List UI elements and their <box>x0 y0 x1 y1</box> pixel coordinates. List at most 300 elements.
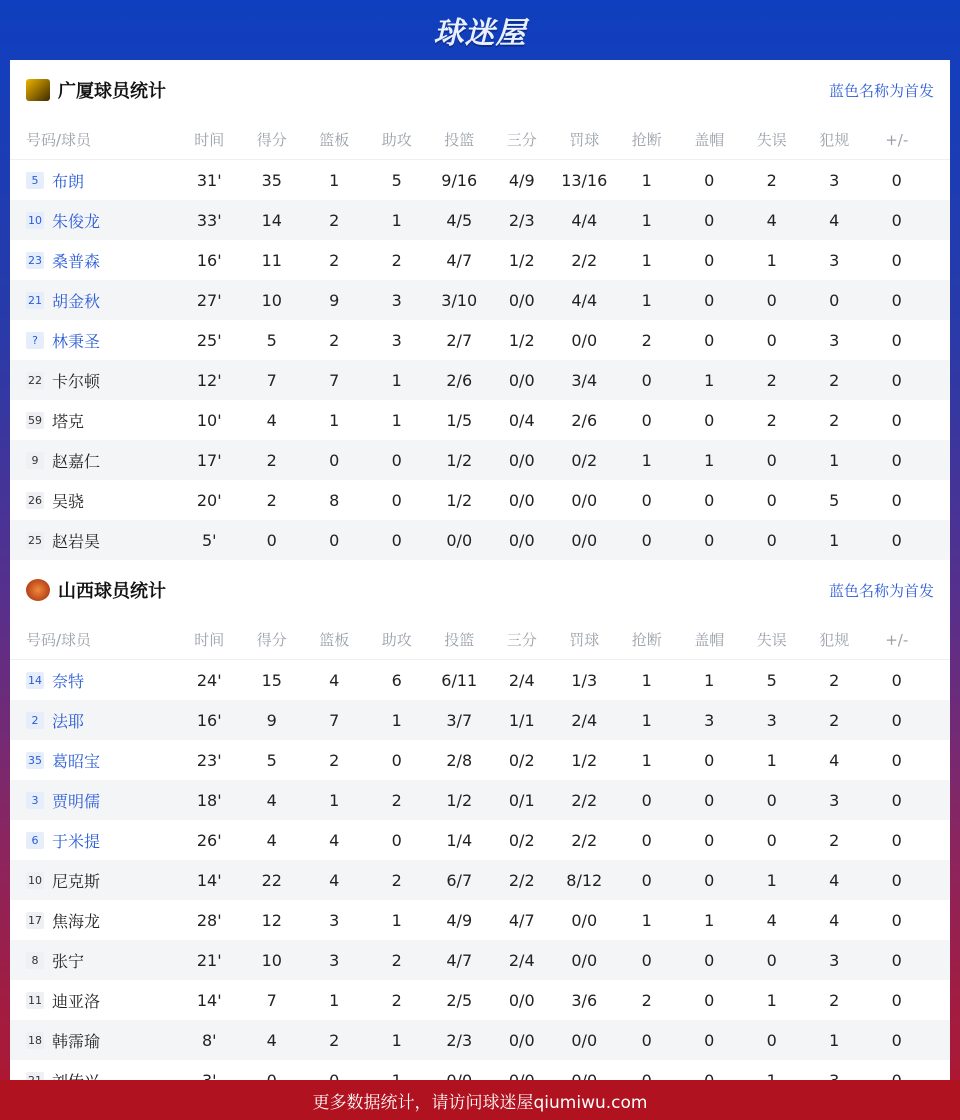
stat-cell: 0 <box>891 530 902 550</box>
jersey-number: 23 <box>28 253 42 267</box>
stat-cell: 3 <box>329 950 340 970</box>
stat-cell: 0 <box>391 530 402 550</box>
player-name[interactable]: 塔克 <box>52 411 85 431</box>
stat-cell: 33' <box>196 210 222 230</box>
column-header: +/- <box>885 130 909 149</box>
stat-cell: 1/5 <box>446 410 473 430</box>
player-row[interactable] <box>10 400 950 440</box>
stat-cell: 0 <box>704 790 715 810</box>
stat-cell: 2 <box>391 790 402 810</box>
stat-cell: 7 <box>329 370 340 390</box>
player-name[interactable]: 卡尔顿 <box>52 371 101 391</box>
stat-cell: 0 <box>704 990 715 1010</box>
stat-cell: 12' <box>196 370 222 390</box>
stat-cell: 0/0 <box>508 490 535 510</box>
stat-cell: 0 <box>641 830 652 850</box>
stat-cell: 4/7 <box>508 910 535 930</box>
stat-cell: 3 <box>829 250 840 270</box>
player-name[interactable]: 于米提 <box>52 831 101 851</box>
stat-cell: 11 <box>261 250 282 270</box>
stat-cell: 0/0 <box>571 330 598 350</box>
player-cell <box>10 709 178 732</box>
column-header: 投篮 <box>444 131 475 149</box>
stat-cell: 8/12 <box>566 870 603 890</box>
column-header: 助攻 <box>381 131 412 149</box>
column-header: 抢断 <box>631 631 662 649</box>
stat-cell: 5 <box>829 490 840 510</box>
column-header: 盖帽 <box>694 631 725 649</box>
column-header: 篮板 <box>319 131 350 149</box>
stat-cell: 0/0 <box>508 530 535 550</box>
jersey-number: 59 <box>28 413 42 427</box>
player-row[interactable] <box>10 1020 950 1060</box>
stat-cell: 5 <box>266 750 277 770</box>
stat-cell: 8 <box>329 490 340 510</box>
stat-cell: 21' <box>196 950 222 970</box>
stat-cell: 10' <box>196 410 222 430</box>
stat-cell: 1/3 <box>571 670 598 690</box>
starter-note: 蓝色名称为首发 <box>828 581 934 600</box>
stat-cell: 4/7 <box>446 250 473 270</box>
team-title <box>26 77 166 103</box>
jersey-number: 26 <box>28 493 42 507</box>
stat-cell: 1 <box>329 990 340 1010</box>
stat-cell: 1 <box>766 990 777 1010</box>
jersey-number: 3 <box>26 792 44 809</box>
stat-cell: 5' <box>201 530 217 550</box>
stat-cell: 2/2 <box>508 870 535 890</box>
stat-cell: 0 <box>641 370 652 390</box>
column-header: 号码/球员 <box>26 131 92 149</box>
stat-cell: 4 <box>829 750 840 770</box>
player-name[interactable]: 吴骁 <box>52 491 85 511</box>
player-name[interactable]: 赵嘉仁 <box>52 451 101 471</box>
stat-cell: 2 <box>329 210 340 230</box>
stat-cell: 1 <box>704 370 715 390</box>
stat-cell: 0 <box>704 870 715 890</box>
stat-cell: 0 <box>641 490 652 510</box>
stat-cell: 2 <box>829 410 840 430</box>
stat-cell: 0 <box>766 830 777 850</box>
stat-cell: 4/7 <box>446 950 473 970</box>
stat-cell: 2/4 <box>508 670 535 690</box>
player-cell <box>10 169 178 192</box>
player-cell <box>10 489 178 512</box>
column-header: 三分 <box>506 131 537 149</box>
stat-cell: 3/4 <box>571 370 598 390</box>
site-logo: 球迷屋 <box>433 16 527 51</box>
column-header: 失误 <box>756 131 787 149</box>
stat-cell: 2/6 <box>571 410 598 430</box>
stat-cell: 0 <box>704 750 715 770</box>
stat-cell: 26' <box>196 830 222 850</box>
player-name[interactable]: 桑普森 <box>52 251 101 271</box>
stat-cell: 12 <box>261 910 282 930</box>
player-name[interactable]: 法耶 <box>52 711 85 731</box>
stat-cell: 0 <box>829 290 840 310</box>
player-cell <box>10 949 178 972</box>
stat-cell: 7 <box>329 710 340 730</box>
stat-cell: 0 <box>891 1030 902 1050</box>
stat-cell: 2 <box>391 250 402 270</box>
player-row[interactable] <box>10 900 950 940</box>
stat-cell: 1 <box>391 370 402 390</box>
stat-cell: 3 <box>329 910 340 930</box>
stat-cell: 0 <box>891 830 902 850</box>
player-row[interactable] <box>10 440 950 480</box>
jersey-number: 5 <box>26 172 44 189</box>
stat-cell: 0 <box>266 530 277 550</box>
player-cell <box>10 909 178 932</box>
stat-cell: 0 <box>766 450 777 470</box>
stat-cell: 8' <box>201 1030 217 1050</box>
stat-cell: 4/5 <box>446 210 473 230</box>
jersey-number: 9 <box>26 452 44 469</box>
stat-cell: 2/2 <box>571 790 598 810</box>
player-row[interactable] <box>10 160 950 200</box>
player-row[interactable] <box>10 480 950 520</box>
column-header: 三分 <box>506 631 537 649</box>
stat-cell: 6/7 <box>446 870 473 890</box>
stat-cell: 24' <box>196 670 222 690</box>
stat-cell: 1 <box>766 870 777 890</box>
player-name[interactable]: 布朗 <box>52 171 85 191</box>
stat-cell: 2 <box>391 870 402 890</box>
player-cell <box>10 529 178 552</box>
player-cell <box>10 829 178 852</box>
player-name[interactable]: 焦海龙 <box>52 911 101 931</box>
jersey-number: 8 <box>26 952 44 969</box>
stat-cell: 3 <box>704 710 715 730</box>
stat-cell: 3 <box>829 330 840 350</box>
stat-cell: 1 <box>766 250 777 270</box>
stat-cell: 2/6 <box>446 370 473 390</box>
stat-cell: 27' <box>196 290 222 310</box>
jersey-number: 6 <box>26 832 44 849</box>
stat-cell: 0 <box>641 950 652 970</box>
stat-cell: 0 <box>891 710 902 730</box>
player-row[interactable] <box>10 660 950 700</box>
stat-cell: 1/1 <box>508 710 535 730</box>
stat-cell: 35 <box>261 170 282 190</box>
stat-cell: 0 <box>329 450 340 470</box>
player-cell <box>10 989 178 1012</box>
stat-cell: 2 <box>329 750 340 770</box>
column-header: 投篮 <box>444 631 475 649</box>
stat-cell: 2/3 <box>446 1030 473 1050</box>
stat-cell: 1 <box>704 910 715 930</box>
stat-cell: 0/1 <box>508 790 535 810</box>
stat-cell: 2 <box>766 170 777 190</box>
stat-cell: 0 <box>766 530 777 550</box>
stat-cell: 4 <box>329 830 340 850</box>
player-row[interactable] <box>10 980 950 1020</box>
player-cell <box>10 869 178 892</box>
stat-cell: 1 <box>641 210 652 230</box>
stat-cell: 0 <box>891 790 902 810</box>
column-header: 得分 <box>256 631 287 649</box>
stat-cell: 1/2 <box>446 450 473 470</box>
stat-cell: 4 <box>329 670 340 690</box>
stat-cell: 0 <box>766 790 777 810</box>
column-header: 抢断 <box>631 131 662 149</box>
player-name[interactable]: 尼克斯 <box>52 871 101 891</box>
stat-cell: 1 <box>766 750 777 770</box>
stat-cell: 4/9 <box>446 910 473 930</box>
stat-cell: 0 <box>891 330 902 350</box>
stat-cell: 0/0 <box>571 950 598 970</box>
stat-cell: 1 <box>391 1030 402 1050</box>
player-name[interactable]: 奈特 <box>52 671 85 691</box>
stat-cell: 2 <box>329 250 340 270</box>
stat-cell: 0 <box>391 830 402 850</box>
stat-cell: 7 <box>266 370 277 390</box>
player-name[interactable]: 迪亚洛 <box>52 991 101 1011</box>
stat-cell: 0 <box>391 490 402 510</box>
stat-cell: 1 <box>329 170 340 190</box>
stat-cell: 0 <box>704 250 715 270</box>
stat-cell: 1 <box>391 910 402 930</box>
stat-cell: 0 <box>641 790 652 810</box>
player-name[interactable]: 张宁 <box>52 951 85 971</box>
stat-cell: 1 <box>641 710 652 730</box>
player-cell <box>10 449 178 472</box>
stat-cell: 23' <box>196 750 222 770</box>
stats-card <box>10 60 950 1080</box>
stat-cell: 0 <box>391 450 402 470</box>
stat-cell: 0/2 <box>508 830 535 850</box>
stat-cell: 0/0 <box>508 290 535 310</box>
stat-cell: 1 <box>641 170 652 190</box>
stat-cell: 2/7 <box>446 330 473 350</box>
player-row[interactable] <box>10 520 950 560</box>
stat-cell: 0/0 <box>446 530 473 550</box>
stat-cell: 2 <box>391 950 402 970</box>
column-header: 得分 <box>256 131 287 149</box>
stat-cell: 2/5 <box>446 990 473 1010</box>
stat-cell: 0 <box>766 950 777 970</box>
team-name: 山西球员统计 <box>58 581 166 602</box>
player-name[interactable]: 朱俊龙 <box>52 211 101 231</box>
stat-cell: 5 <box>391 170 402 190</box>
player-row[interactable] <box>10 200 950 240</box>
stat-cell: 20' <box>196 490 222 510</box>
stat-cell: 4/4 <box>571 290 598 310</box>
player-cell <box>10 249 178 272</box>
column-header: 助攻 <box>381 631 412 649</box>
guangsha-lion-icon <box>26 79 50 101</box>
stat-cell: 0 <box>704 530 715 550</box>
stat-cell: 0 <box>641 530 652 550</box>
player-name[interactable]: 赵岩昊 <box>52 531 101 551</box>
stat-cell: 14 <box>261 210 282 230</box>
jersey-number: 22 <box>28 373 42 387</box>
stat-cell: 2 <box>829 990 840 1010</box>
stat-cell: 1/2 <box>508 330 535 350</box>
player-name[interactable]: 胡金秋 <box>52 291 101 311</box>
stat-cell: 2 <box>641 330 652 350</box>
stat-cell: 4 <box>766 910 777 930</box>
stat-cell: 0 <box>766 490 777 510</box>
stat-cell: 5 <box>266 330 277 350</box>
player-row[interactable] <box>10 820 950 860</box>
jersey-number: 11 <box>28 993 42 1007</box>
stat-cell: 3 <box>829 170 840 190</box>
team-name: 广厦球员统计 <box>58 81 166 102</box>
stat-cell: 0 <box>704 170 715 190</box>
stat-cell: 0 <box>641 870 652 890</box>
stat-cell: 10 <box>261 950 282 970</box>
stat-cell: 1 <box>329 790 340 810</box>
player-name[interactable]: 林秉圣 <box>52 331 101 351</box>
stat-cell: 1 <box>829 1030 840 1050</box>
footer-banner[interactable] <box>0 1080 960 1120</box>
stat-cell: 0 <box>891 670 902 690</box>
stat-cell: 0/0 <box>508 450 535 470</box>
jersey-number: 18 <box>28 1033 42 1047</box>
stat-cell: 1 <box>829 450 840 470</box>
player-name[interactable]: 韩霈瑜 <box>52 1031 101 1051</box>
stat-cell: 16' <box>196 710 222 730</box>
stat-cell: 1 <box>704 670 715 690</box>
stat-cell: 4 <box>266 410 277 430</box>
stat-cell: 0 <box>891 410 902 430</box>
player-row[interactable] <box>10 740 950 780</box>
stat-cell: 1/2 <box>446 490 473 510</box>
stat-cell: 1/4 <box>446 830 473 850</box>
player-row[interactable] <box>10 360 950 400</box>
stat-cell: 0 <box>704 210 715 230</box>
stat-cell: 3 <box>829 790 840 810</box>
stat-cell: 0 <box>891 250 902 270</box>
stat-cell: 17' <box>196 450 222 470</box>
stat-cell: 0 <box>704 290 715 310</box>
stat-cell: 2 <box>766 370 777 390</box>
footer-link-text[interactable]: 更多数据统计，请访问球迷屋qiumiwu.com <box>312 1092 648 1113</box>
stat-cell: 0 <box>766 1030 777 1050</box>
stat-cell: 0 <box>891 210 902 230</box>
stat-cell: 3 <box>391 330 402 350</box>
player-cell <box>10 1029 178 1052</box>
stat-cell: 22 <box>261 870 282 890</box>
column-header-row <box>10 620 950 660</box>
stat-cell: 2 <box>266 490 277 510</box>
player-row[interactable] <box>10 940 950 980</box>
stat-cell: 0 <box>329 530 340 550</box>
player-cell <box>10 789 178 812</box>
stat-cell: 0/0 <box>571 530 598 550</box>
stat-cell: 16' <box>196 250 222 270</box>
stat-cell: 9 <box>266 710 277 730</box>
stat-cell: 1 <box>329 410 340 430</box>
stat-cell: 2 <box>829 830 840 850</box>
column-header: 号码/球员 <box>26 631 92 649</box>
stat-cell: 2 <box>391 990 402 1010</box>
stat-cell: 0/0 <box>508 1030 535 1050</box>
player-row[interactable] <box>10 240 950 280</box>
stat-cell: 2/3 <box>508 210 535 230</box>
stat-cell: 0 <box>891 870 902 890</box>
stat-cell: 0 <box>641 410 652 430</box>
stat-cell: 4/9 <box>508 170 535 190</box>
stat-cell: 1 <box>391 410 402 430</box>
stat-cell: 0 <box>704 950 715 970</box>
player-cell <box>10 209 178 232</box>
column-header: 犯规 <box>819 631 850 649</box>
stat-cell: 1 <box>641 910 652 930</box>
player-name[interactable]: 葛昭宝 <box>52 751 101 771</box>
stat-cell: 3 <box>766 710 777 730</box>
stat-cell: 0 <box>391 750 402 770</box>
player-row[interactable] <box>10 320 950 360</box>
stat-cell: 0 <box>704 410 715 430</box>
stat-cell: 0 <box>891 910 902 930</box>
stat-cell: 2 <box>266 450 277 470</box>
player-row[interactable] <box>10 280 950 320</box>
stat-cell: 0/0 <box>571 1030 598 1050</box>
stat-cell: 9/16 <box>441 170 478 190</box>
player-row[interactable] <box>10 860 950 900</box>
player-row[interactable] <box>10 700 950 740</box>
stat-cell: 4 <box>766 210 777 230</box>
stat-cell: 0/2 <box>571 450 598 470</box>
stat-cell: 2 <box>829 370 840 390</box>
stat-cell: 2 <box>766 410 777 430</box>
column-header: 时间 <box>194 631 225 649</box>
stat-cell: 0 <box>891 990 902 1010</box>
jersey-number: 17 <box>28 913 42 927</box>
column-header: 罚球 <box>569 631 600 649</box>
stat-cell: 1 <box>704 450 715 470</box>
stat-cell: 0 <box>891 750 902 770</box>
stat-cell: 10 <box>261 290 282 310</box>
shanxi-basketball-icon <box>26 579 50 601</box>
stat-cell: 14' <box>196 990 222 1010</box>
stat-cell: 0/0 <box>508 990 535 1010</box>
team-header <box>10 560 950 620</box>
jersey-number: ? <box>26 332 44 349</box>
player-name[interactable]: 贾明儒 <box>52 791 101 811</box>
stat-cell: 4 <box>329 870 340 890</box>
stat-cell: 18' <box>196 790 222 810</box>
stat-cell: 4 <box>829 870 840 890</box>
player-row[interactable] <box>10 780 950 820</box>
stat-cell: 0 <box>641 1030 652 1050</box>
stat-cell: 2 <box>829 710 840 730</box>
jersey-number: 25 <box>28 533 42 547</box>
top-header <box>0 0 960 60</box>
stat-cell: 0 <box>704 490 715 510</box>
stat-cell: 3/6 <box>571 990 598 1010</box>
player-cell <box>10 369 178 392</box>
stat-cell: 3 <box>391 290 402 310</box>
player-cell <box>10 329 178 352</box>
stat-cell: 0 <box>891 290 902 310</box>
stat-cell: 0 <box>704 1030 715 1050</box>
stat-cell: 0 <box>891 450 902 470</box>
stat-cell: 2 <box>829 670 840 690</box>
starter-note: 蓝色名称为首发 <box>828 81 934 100</box>
stat-cell: 1 <box>641 250 652 270</box>
stat-cell: 2 <box>329 1030 340 1050</box>
player-cell <box>10 289 178 312</box>
stat-cell: 2/4 <box>508 950 535 970</box>
stat-cell: 0 <box>891 170 902 190</box>
stat-cell: 1 <box>391 710 402 730</box>
stat-cell: 0/0 <box>571 910 598 930</box>
stat-cell: 1 <box>391 210 402 230</box>
stat-cell: 2/2 <box>571 830 598 850</box>
